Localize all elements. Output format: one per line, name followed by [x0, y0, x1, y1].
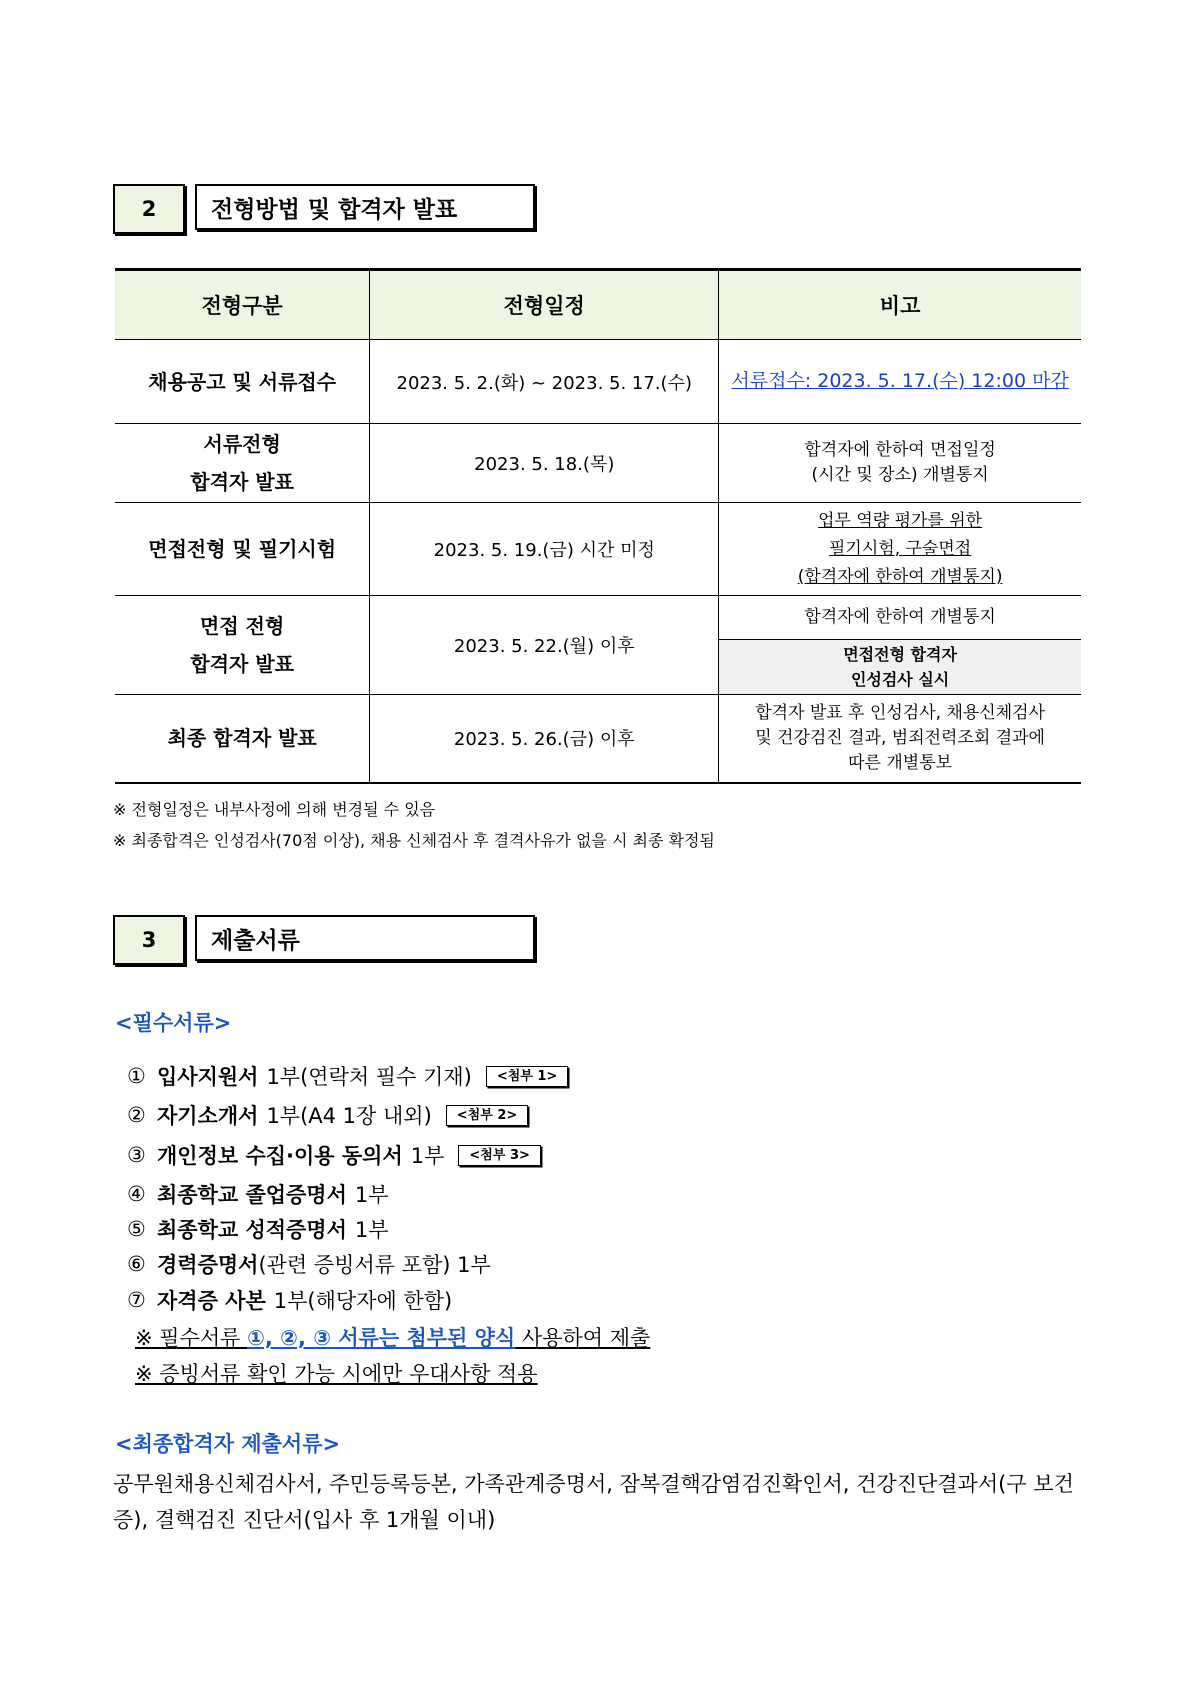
- note-cell: 서류접수: 2023. 5. 17.(수) 12:00 마감: [719, 340, 1081, 424]
- table-header-row: [115, 270, 1081, 340]
- date-cell: 2023. 5. 22.(월) 이후: [370, 596, 719, 695]
- header-division: 전형구분: [115, 270, 370, 340]
- table-row: [115, 596, 1081, 640]
- schedule-table: [115, 268, 1081, 784]
- list-item: ⑤ 최종학교 성적증명서 1부: [127, 1217, 389, 1242]
- final-docs-text: 공무원채용신체검사서, 주민등록등본, 가족관계증명서, 잠복결핵감염검진확인서, 건강진단결과서(구 보건증), 결핵검진 진단서(입사 후 1개월 이내): [113, 1472, 1074, 1532]
- date-cell: 2023. 5. 2.(화) ~ 2023. 5. 17.(수): [370, 340, 719, 424]
- date-cell: 2023. 5. 19.(금) 시간 미정: [370, 503, 719, 596]
- note-cell: 합격자에 한하여 개별통지: [719, 596, 1081, 640]
- division-cell: 서류전형 합격자 발표: [115, 424, 370, 503]
- header-note: 비고: [719, 270, 1081, 340]
- highlighted-note: ①, ②, ③ 서류는 첨부된 양식: [247, 1326, 516, 1350]
- required-docs-heading: <필수서류>: [115, 1011, 232, 1035]
- date-cell: 2023. 5. 18.(목): [370, 424, 719, 503]
- section-number: 2: [113, 184, 185, 234]
- footnote: ※ 최종합격은 인성검사(70점 이상), 채용 신체검사 후 결격사유가 없을 시 최종 확정됨: [113, 831, 715, 850]
- note-cell: 합격자에 한하여 면접일정 (시간 및 장소) 개별통지: [719, 424, 1081, 503]
- list-item: ⑦ 자격증 사본 1부(해당자에 한함): [127, 1288, 453, 1313]
- note-cell: 업무 역량 평가를 위한 필기시험, 구술면접 (합격자에 한하여 개별통지): [719, 503, 1081, 596]
- section-number: 3: [113, 915, 185, 965]
- attachment-badge: <첨부 1>: [486, 1066, 568, 1087]
- note-cell-shaded: 면접전형 합격자 인성검사 실시: [719, 640, 1081, 695]
- final-docs-heading: <최종합격자 제출서류>: [115, 1432, 341, 1456]
- required-docs-note: ※ 필수서류 ①, ②, ③ 서류는 첨부된 양식 사용하여 제출: [135, 1322, 650, 1352]
- section-2-header: [113, 184, 535, 234]
- division-cell: 면접전형 및 필기시험: [115, 503, 370, 596]
- division-cell: 면접 전형 합격자 발표: [115, 596, 370, 695]
- list-item: ③ 개인정보 수집·이용 동의서 1부 <첨부 3>: [127, 1140, 541, 1170]
- section-title: 제출서류: [195, 915, 535, 961]
- attachment-badge: <첨부 3>: [458, 1145, 540, 1166]
- table-row: [115, 424, 1081, 503]
- division-cell: 최종 합격자 발표: [115, 695, 370, 783]
- list-item: ① 입사지원서 1부(연락처 필수 기재) <첨부 1>: [127, 1061, 568, 1091]
- attachment-badge: <첨부 2>: [446, 1105, 528, 1126]
- list-item: ⑥ 경력증명서 (관련 증빙서류 포함) 1부: [127, 1252, 491, 1277]
- section-3-header: [113, 915, 535, 965]
- table-row: [115, 340, 1081, 424]
- footnote: ※ 전형일정은 내부사정에 의해 변경될 수 있음: [113, 800, 436, 819]
- note-cell: 합격자 발표 후 인성검사, 채용신체검사 및 건강검진 결과, 범죄전력조회 결과에 따른 개별통보: [719, 695, 1081, 783]
- date-cell: 2023. 5. 26.(금) 이후: [370, 695, 719, 783]
- header-date: 전형일정: [370, 270, 719, 340]
- division-cell: 채용공고 및 서류접수: [115, 340, 370, 424]
- list-item: ② 자기소개서 1부(A4 1장 내외) <첨부 2>: [127, 1100, 528, 1130]
- list-item: ④ 최종학교 졸업증명서 1부: [127, 1182, 389, 1207]
- evidence-note: ※ 증빙서류 확인 가능 시에만 우대사항 적용: [135, 1362, 538, 1386]
- section-title: 전형방법 및 합격자 발표: [195, 184, 535, 230]
- table-row: [115, 503, 1081, 596]
- table-row: [115, 695, 1081, 783]
